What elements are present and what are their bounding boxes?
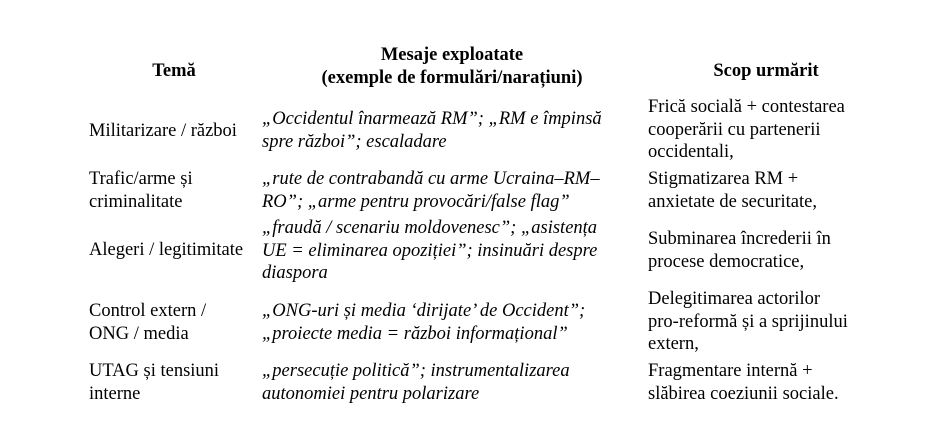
cell-line: „Occidentul înarmează RM”; „RM e împinsă (262, 109, 602, 129)
header-mesaje-line-1: Mesaje exploatate (380, 45, 524, 65)
row-utag-tema (89, 360, 259, 405)
header-mesaje-line-2: (exemple de formulări/narațiuni) (321, 67, 583, 88)
cell-line: Frică socială + contestarea (648, 97, 845, 117)
cell-line: interne (89, 383, 141, 404)
cell-line: Militarizare / război (89, 121, 237, 141)
cell-line: criminalitate (89, 191, 183, 212)
cell-line: pro-reformă și a sprijinului (648, 311, 848, 332)
cell-line: anxietate de securitate, (648, 191, 817, 212)
cell-line: Fragmentare internă + (648, 361, 813, 381)
cell-line: Trafic/arme și (89, 169, 193, 189)
cell-line: Control extern / (89, 301, 207, 321)
cell-line: ONG / media (89, 323, 189, 344)
cell-line: cooperării cu partenerii (648, 119, 821, 140)
cell-line: slăbirea coeziunii sociale. (648, 383, 839, 404)
cell-line: Stigmatizarea RM + (648, 169, 799, 189)
cell-line: UE = eliminarea opoziției”; insinuări despre (262, 240, 598, 261)
row-alegeri-mesaje (262, 217, 637, 285)
cell-line: Delegitimarea actorilor (648, 289, 821, 309)
header-scop-label: Scop urmărit (713, 61, 819, 81)
cell-line: Subminarea încrederii în (648, 229, 831, 249)
header-scop (676, 60, 856, 83)
row-militarizare-mesaje (262, 108, 637, 153)
cell-line: „persecuție politică”; instrumentalizarea (262, 361, 570, 381)
cell-line: spre război”; escaladare (262, 131, 447, 152)
cell-line: autonomiei pentru polarizare (262, 383, 480, 404)
row-alegeri-tema (89, 239, 259, 262)
row-control-mesaje (262, 300, 637, 345)
row-trafic-scop (648, 168, 878, 213)
row-alegeri-scop (648, 228, 878, 273)
cell-line: procese democratice, (648, 251, 805, 272)
cell-line: „fraudă / scenariu moldovenesc”; „asistența (262, 218, 598, 238)
row-control-scop (648, 288, 878, 356)
cell-line: extern, (648, 334, 699, 354)
cell-line: occidentali, (648, 142, 734, 162)
row-trafic-mesaje (262, 168, 637, 213)
row-utag-mesaje (262, 360, 637, 405)
row-militarizare-tema (89, 120, 259, 143)
row-control-tema (89, 300, 259, 345)
row-trafic-tema (89, 168, 259, 213)
cell-line: „proiecte media = război informațional” (262, 323, 568, 344)
row-militarizare-scop (648, 96, 878, 164)
cell-line: „rute de contrabandă cu arme Ucraina–RM– (262, 169, 600, 189)
header-mesaje (292, 44, 612, 89)
cell-line: Alegeri / legitimitate (89, 240, 244, 260)
cell-line: RO”; „arme pentru provocări/false flag” (262, 191, 570, 212)
cell-line: „ONG-uri și media ‘dirijate’ de Occident”; (262, 301, 586, 321)
row-utag-scop (648, 360, 878, 405)
cell-line: diaspora (262, 263, 328, 283)
cell-line: UTAG și tensiuni (89, 361, 220, 381)
header-tema-label: Temă (152, 61, 196, 81)
header-tema (134, 60, 214, 83)
